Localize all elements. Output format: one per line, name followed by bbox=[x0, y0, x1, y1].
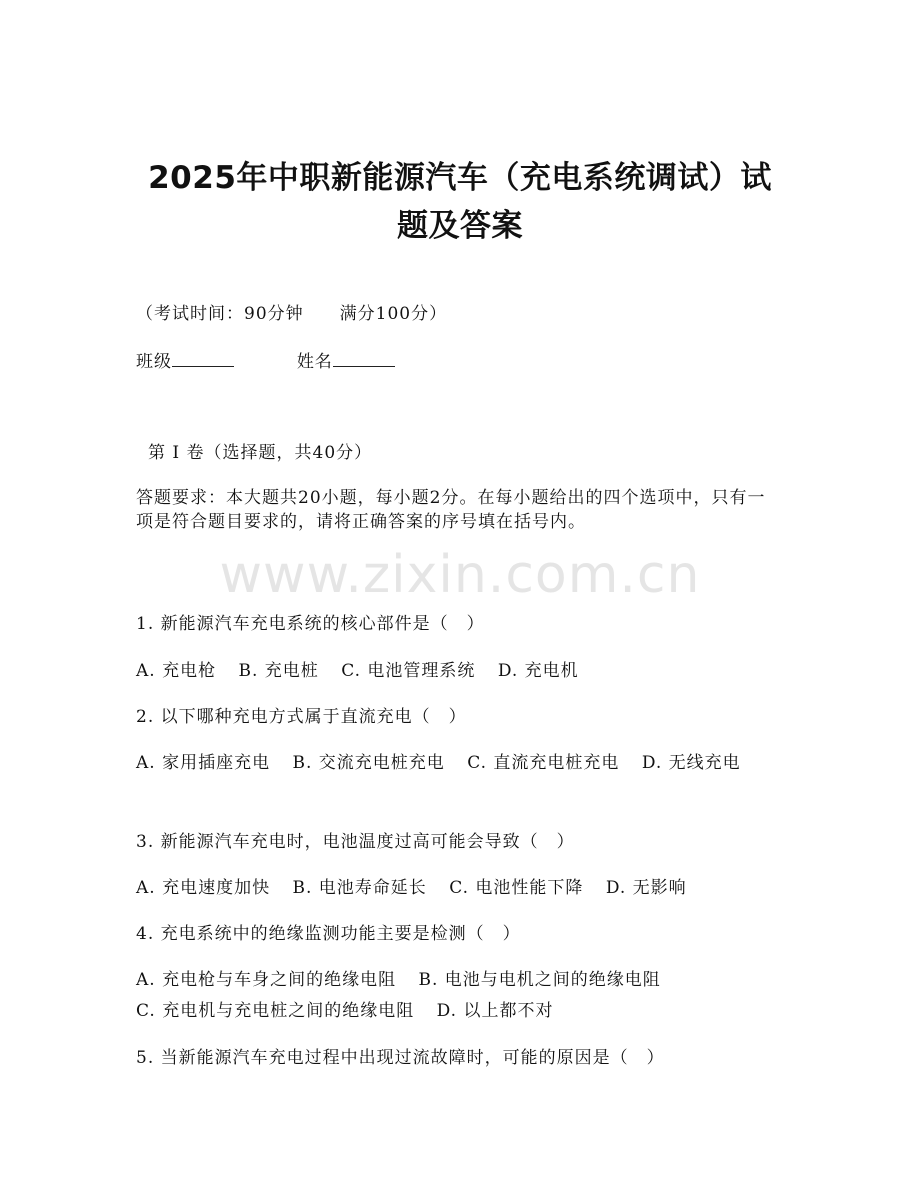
name-blank bbox=[333, 350, 395, 367]
class-blank bbox=[172, 350, 234, 367]
option: D. 充电机 bbox=[497, 661, 579, 681]
option: B. 电池寿命延长 bbox=[292, 878, 427, 898]
option: A. 充电枪 bbox=[136, 661, 217, 681]
question-4-stem: 4. 充电系统中的绝缘监测功能主要是检测（ ） bbox=[136, 924, 521, 944]
question-1-options bbox=[136, 659, 579, 683]
option: A. 充电速度加快 bbox=[136, 878, 271, 898]
student-info-row bbox=[136, 350, 395, 374]
question-1-stem: 1. 新能源汽车充电系统的核心部件是（ ） bbox=[136, 614, 485, 634]
title-line-2: 题及答案 bbox=[397, 208, 523, 244]
name-label: 姓名 bbox=[296, 352, 333, 372]
question-3-options bbox=[136, 876, 687, 900]
option: B. 电池与电机之间的绝缘电阻 bbox=[418, 970, 661, 990]
question-4-options-row-2 bbox=[136, 999, 553, 1023]
watermark: www.zixin.com.cn bbox=[219, 545, 701, 605]
option: B. 充电桩 bbox=[238, 661, 319, 681]
option: D. 以上都不对 bbox=[436, 1001, 554, 1021]
question-5-stem: 5. 当新能源汽车充电过程中出现过流故障时，可能的原因是（ ） bbox=[136, 1048, 665, 1068]
option: D. 无线充电 bbox=[641, 753, 741, 773]
exam-info: （考试时间：90分钟 满分100分） bbox=[136, 304, 448, 324]
document-title bbox=[100, 154, 820, 250]
option: B. 交流充电桩充电 bbox=[292, 753, 445, 773]
option: C. 充电机与充电桩之间的绝缘电阻 bbox=[136, 1001, 415, 1021]
question-4-options-row-1 bbox=[136, 968, 661, 992]
option: A. 充电枪与车身之间的绝缘电阻 bbox=[136, 970, 397, 990]
option: A. 家用插座充电 bbox=[136, 753, 271, 773]
class-label: 班级 bbox=[136, 352, 172, 372]
option: D. 无影响 bbox=[605, 878, 687, 898]
question-3-stem: 3. 新能源汽车充电时，电池温度过高可能会导致（ ） bbox=[136, 832, 575, 852]
question-2-stem: 2. 以下哪种充电方式属于直流充电（ ） bbox=[136, 707, 467, 727]
option: C. 电池性能下降 bbox=[449, 878, 584, 898]
option: C. 直流充电桩充电 bbox=[467, 753, 620, 773]
section-title: 第 I 卷（选择题，共40分） bbox=[148, 443, 373, 463]
title-line-1: 2025年中职新能源汽车（充电系统调试）试 bbox=[148, 160, 772, 196]
option: C. 电池管理系统 bbox=[341, 661, 476, 681]
instructions: 答题要求：本大题共20小题，每小题2分。在每小题给出的四个选项中，只有一项是符合题目要求的，请将正确答案的序号填在括号内。 bbox=[136, 488, 766, 532]
question-2-options bbox=[136, 751, 776, 775]
